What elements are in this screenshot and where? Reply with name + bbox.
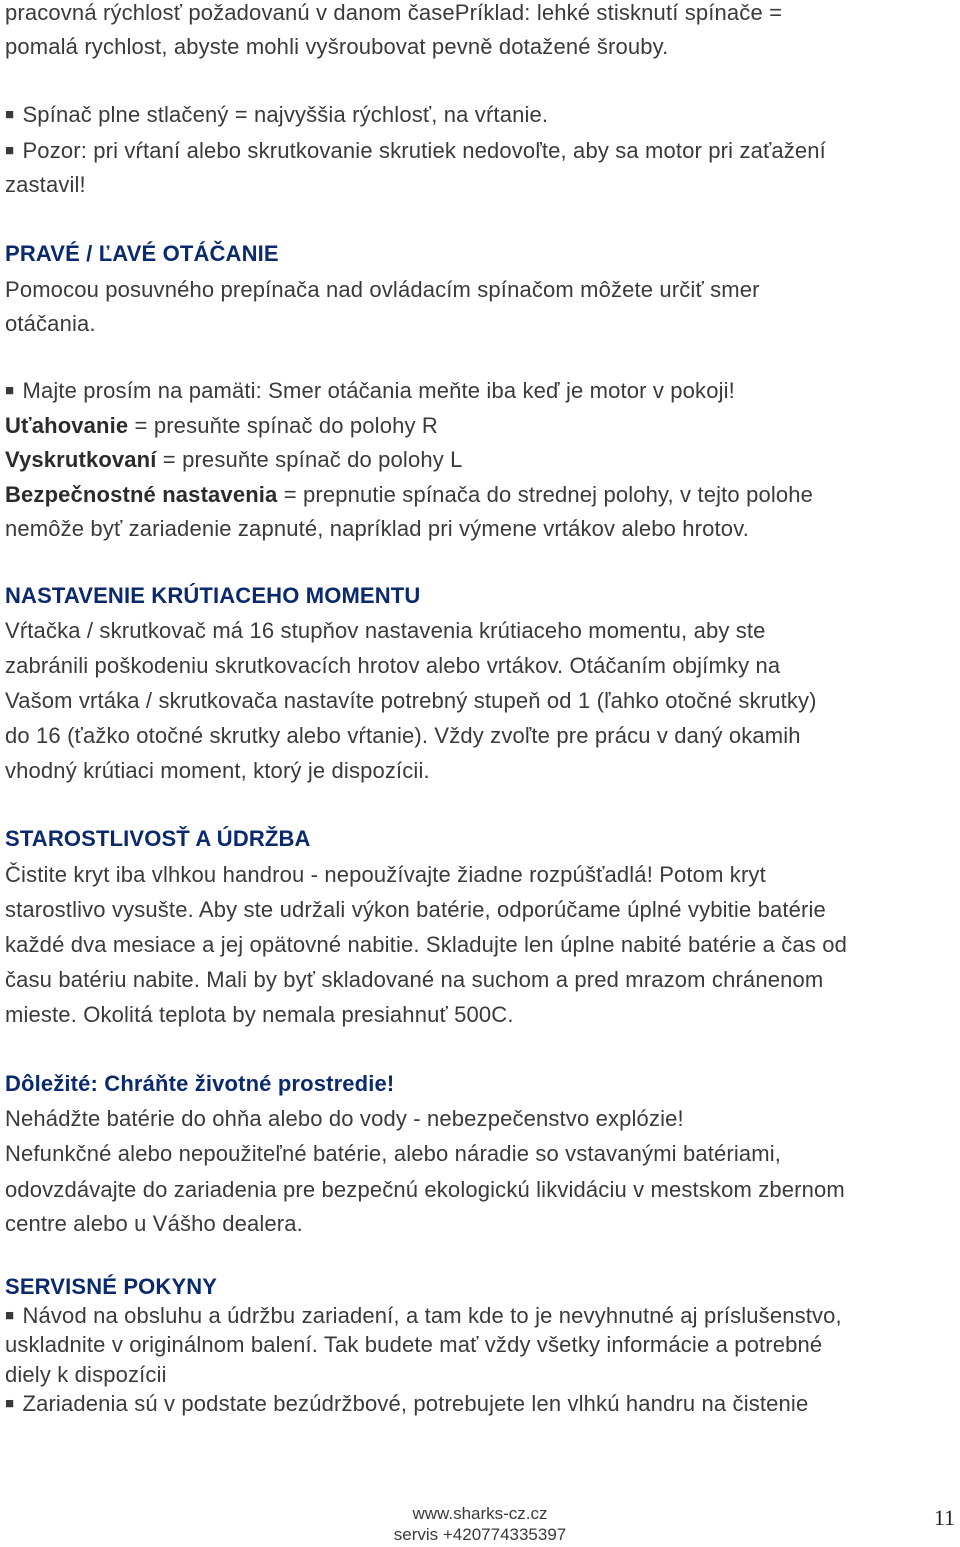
bullet-item — [5, 1305, 842, 1327]
term-tightening: Uťahovanie — [5, 413, 129, 438]
body-text-line: do 16 (ťažko otočné skrutky alebo vŕtanie). Vždy zvoľte pre prácu v daný okamih — [5, 723, 801, 748]
bullet-text: Pozor: pri vŕtaní alebo skrutkovanie skrutiek nedovoľte, aby sa motor pri zaťažení — [22, 138, 826, 163]
definition-text: = presuňte spínač do polohy R — [128, 413, 438, 438]
section-heading-environment: Dôležité: Chráňte životné prostredie! — [5, 1071, 395, 1096]
bullet-icon: ■ — [5, 106, 15, 123]
bullet-text: Zariadenia sú v podstate bezúdržbové, potrebujete len vlhkú handru na čistenie — [22, 1391, 809, 1416]
body-text-line: vhodný krútiaci moment, ktorý je dispozícii. — [5, 758, 430, 783]
body-text-line: času batériu nabite. Mali by byť skladované na suchom a pred mrazom chránenom — [5, 967, 824, 992]
bullet-item — [5, 104, 548, 126]
body-text-line: Čistite kryt iba vlhkou handrou - nepoužívajte žiadne rozpúšťadlá! Potom kryt — [5, 862, 766, 887]
bullet-icon: ■ — [5, 1307, 15, 1324]
body-text-line: každé dva mesiace a jej opätovné nabitie. Skladujte len úplne nabité batérie a čas od — [5, 932, 847, 957]
section-heading-torque: NASTAVENIE KRÚTIACEHO MOMENTU — [5, 583, 421, 608]
bullet-icon: ■ — [5, 382, 15, 399]
body-text-line: Vašom vrtáka / skrutkovača nastavíte potrebný stupeň od 1 (ľahko otočné skrutky) — [5, 688, 817, 713]
body-text-line: pomalá rychlost, abyste mohli vyšroubovat pevně dotažené šrouby. — [5, 34, 669, 59]
body-text-line: centre alebo u Vášho dealera. — [5, 1211, 303, 1236]
body-text-line: starostlivo vysušte. Aby ste udržali výkon batérie, odporúčame úplné vybitie batérie — [5, 897, 826, 922]
body-text-line: zastavil! — [5, 172, 86, 197]
body-text-line: Nefunkčné alebo nepoužiteľné batérie, alebo náradie so vstavanými batériami, — [5, 1141, 782, 1166]
section-heading-rotation: PRAVÉ / ĽAVÉ OTÁČANIE — [5, 241, 279, 266]
body-text-line: odovzdávajte do zariadenia pre bezpečnú ekologickú likvidáciu v mestskom zbernom — [5, 1177, 845, 1202]
definition-line — [5, 415, 438, 437]
body-text-line: mieste. Okolitá teplota by nemala presiahnuť 500C. — [5, 1002, 514, 1027]
bullet-text: Návod na obsluhu a údržbu zariadení, a tam kde to je nevyhnutné aj príslušenstvo, — [22, 1303, 842, 1328]
definition-text: = prepnutie spínača do strednej polohy, v tejto polohe — [277, 482, 814, 507]
section-heading-service: SERVISNÉ POKYNY — [5, 1274, 218, 1299]
bullet-item — [5, 380, 735, 402]
definition-text: = presuňte spínač do polohy L — [156, 447, 463, 472]
body-text-line: Nehádžte batérie do ohňa alebo do vody - nebezpečenstvo explózie! — [5, 1106, 684, 1131]
bullet-text: Spínač plne stlačený = najvyššia rýchlosť, na vŕtanie. — [22, 102, 549, 127]
body-text-line: otáčania. — [5, 311, 96, 336]
body-text-line: nemôže byť zariadenie zapnuté, napríklad pri výmene vrtákov alebo hrotov. — [5, 516, 749, 541]
body-text-line: diely k dispozícii — [5, 1362, 167, 1387]
definition-line — [5, 449, 463, 471]
bullet-item — [5, 140, 826, 162]
body-text-line: uskladnite v originálnom balení. Tak budete mať vždy všetky informácie a potrebné — [5, 1332, 823, 1357]
definition-line — [5, 484, 813, 506]
term-safety-setting: Bezpečnostné nastavenia — [5, 482, 278, 507]
body-text-line: pracovná rýchlosť požadovanú v danom časePríklad: lehké stisknutí spínače = — [5, 0, 783, 25]
bullet-icon: ■ — [5, 1395, 15, 1412]
bullet-icon: ■ — [5, 142, 15, 159]
section-heading-maintenance: STAROSTLIVOSŤ A ÚDRŽBA — [5, 826, 311, 851]
body-text-line: Vŕtačka / skrutkovač má 16 stupňov nastavenia krútiaceho momentu, aby ste — [5, 618, 766, 643]
page-number: 11 — [933, 1505, 955, 1530]
bullet-item — [5, 1393, 808, 1415]
footer-website: www.sharks-cz.cz — [412, 1504, 548, 1523]
body-text-line: Pomocou posuvného prepínača nad ovládacím spínačom môžete určiť smer — [5, 277, 760, 302]
bullet-text: Majte prosím na pamäti: Smer otáčania meňte iba keď je motor v pokoji! — [22, 378, 735, 403]
term-unscrewing: Vyskrutkovaní — [5, 447, 157, 472]
body-text-line: zabránili poškodeniu skrutkovacích hrotov alebo vrtákov. Otáčaním objímky na — [5, 653, 781, 678]
footer-service-phone: servis +420774335397 — [393, 1525, 567, 1544]
